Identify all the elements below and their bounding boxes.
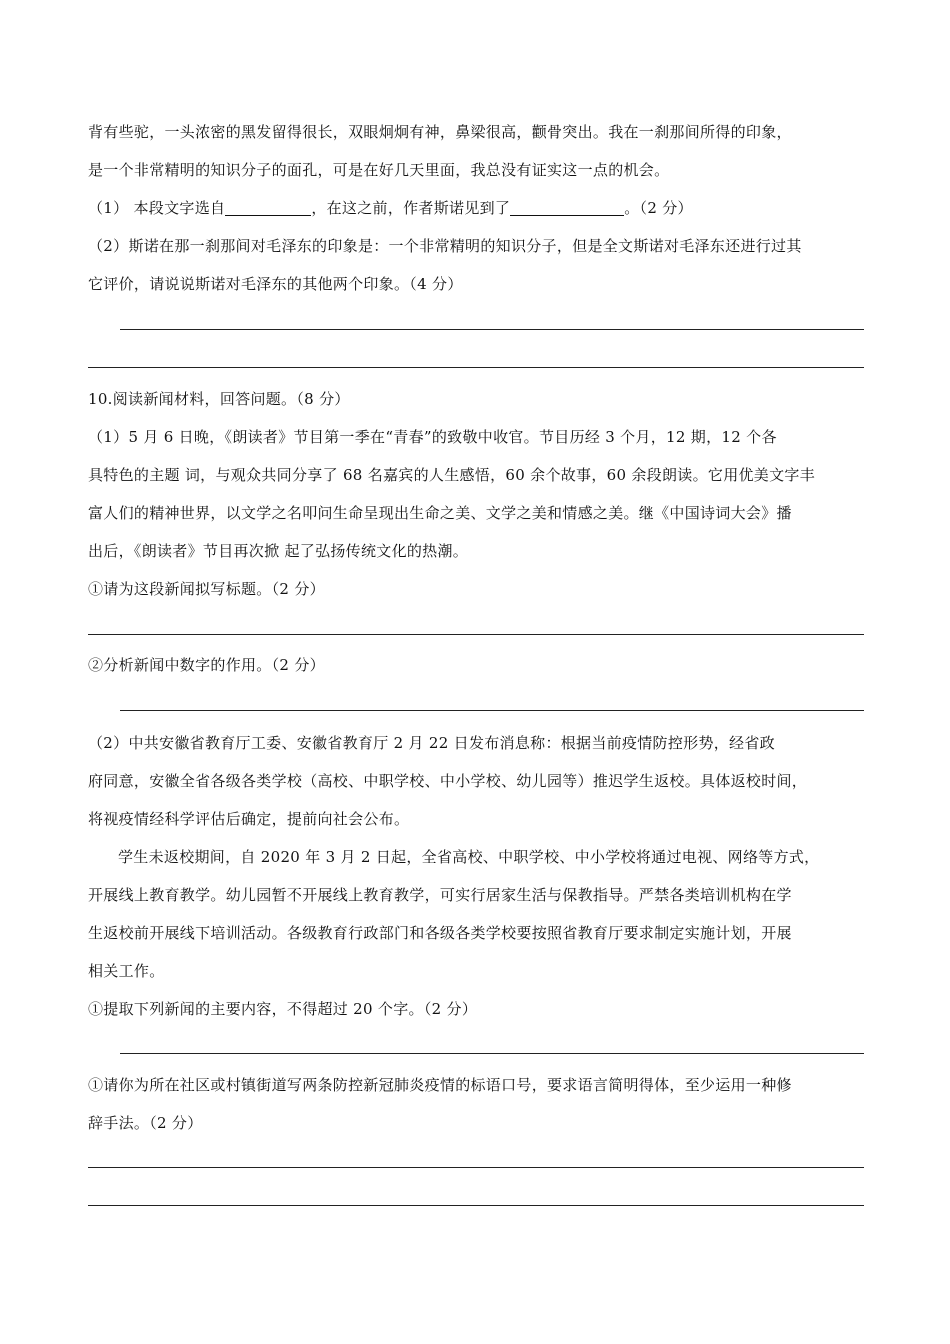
news-2-line: 府同意，安徽全省各级各类学校（高校、中职学校、中小学校、幼儿园等）推迟学生返校。具体返校时间， <box>88 772 808 790</box>
news-2-line: 将视疫情经科学评估后确定，提前向社会公布。 <box>88 810 410 828</box>
question-9-2: （2）斯诺在那一刹那间对毛泽东的印象是：一个非常精明的知识分子，但是全文斯诺对毛泽东还进行过其 <box>88 237 802 255</box>
answer-blank[interactable] <box>225 199 311 216</box>
question-10-1-1: ①请为这段新闻拟写标题。（2 分） <box>88 580 325 598</box>
question-text: ，在这之前，作者斯诺见到了 <box>311 199 511 217</box>
question-10-title: 10.阅读新闻材料，回答问题。（8 分） <box>88 390 350 408</box>
passage-line: 是一个非常精明的知识分子的面孔，可是在好几天里面，我总没有证实这一点的机会。 <box>88 161 670 179</box>
news-1-line: （1）5 月 6 日晚，《朗读者》节目第一季在“青春”的致敬中收官。节目历经 3 个月，12 期，12 个各 <box>88 428 777 446</box>
answer-line[interactable] <box>120 710 864 711</box>
answer-line[interactable] <box>88 1205 864 1206</box>
question-text: 。（2 分） <box>624 199 693 217</box>
question-10-2-2: 辞手法。（2 分） <box>88 1114 203 1132</box>
question-10-2-2: ①请你为所在社区或村镇街道写两条防控新冠肺炎疫情的标语口号，要求语言简明得体，至少运用一种修 <box>88 1076 792 1094</box>
answer-line[interactable] <box>88 367 864 368</box>
answer-line[interactable] <box>120 329 864 330</box>
news-2-line: 生返校前开展线下培训活动。各级教育行政部门和各级各类学校要按照省教育厅要求制定实施计划，开展 <box>88 924 792 942</box>
answer-line[interactable] <box>88 1167 864 1168</box>
news-1-line: 具特色的主题 词，与观众共同分享了 68 名嘉宾的人生感悟，60 余个故事，60 余段朗读。它用优美文字丰 <box>88 466 816 484</box>
passage-line: 背有些驼，一头浓密的黑发留得很长，双眼炯炯有神，鼻梁很高，颧骨突出。我在一刹那间所得的印象， <box>88 123 792 141</box>
question-10-2-1: ①提取下列新闻的主要内容，不得超过 20 个字。（2 分） <box>88 1000 478 1018</box>
question-text: （1） 本段文字选自 <box>88 199 226 217</box>
answer-line[interactable] <box>88 634 864 635</box>
news-2-line: （2）中共安徽省教育厅工委、安徽省教育厅 2 月 22 日发布消息称：根据当前疫情防控形势，经省政 <box>88 734 775 752</box>
question-10-1-2: ②分析新闻中数字的作用。（2 分） <box>88 656 325 674</box>
news-2-line: 开展线上教育教学。幼儿园暂不开展线上教育教学，可实行居家生活与保教指导。严禁各类培训机构在学 <box>88 886 792 904</box>
question-9-2: 它评价，请说说斯诺对毛泽东的其他两个印象。（4 分） <box>88 275 463 293</box>
news-1-line: 富人们的精神世界，以文学之名叩问生命呈现出生命之美、文学之美和情感之美。继《中国诗词大会》播 <box>88 504 792 522</box>
news-2-line: 学生未返校期间，自 2020 年 3 月 2 日起，全省高校、中职学校、中小学校将通过电视、网络等方式， <box>118 848 820 866</box>
news-2-line: 相关工作。 <box>88 962 165 980</box>
answer-line[interactable] <box>120 1053 864 1054</box>
news-1-line: 出后，《朗读者》节目再次掀 起了弘扬传统文化的热潮。 <box>88 542 469 560</box>
answer-blank[interactable] <box>510 199 624 216</box>
question-9-1 <box>88 197 868 219</box>
